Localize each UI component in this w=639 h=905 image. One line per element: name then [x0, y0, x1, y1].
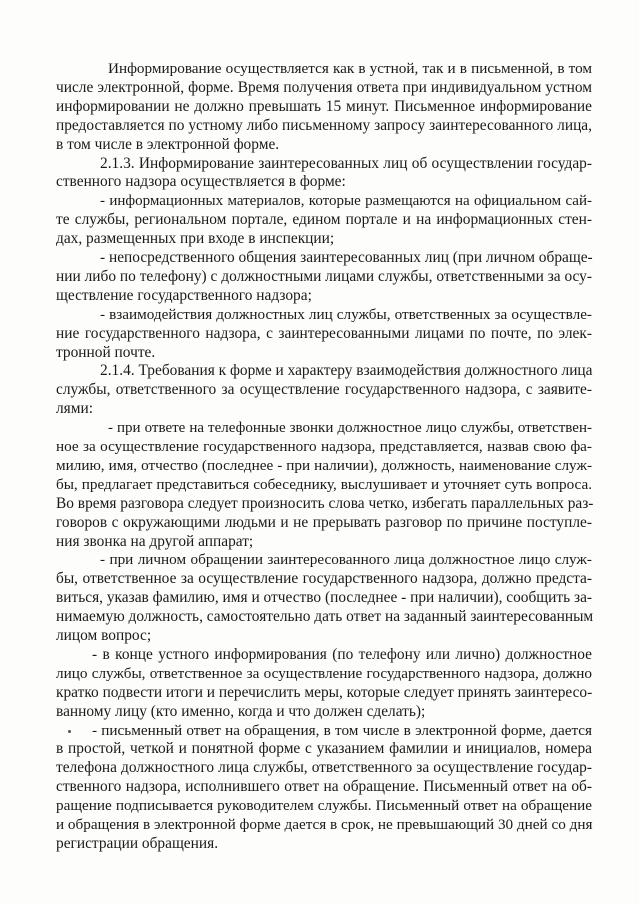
text-line: лями: — [56, 400, 94, 418]
text-line: бы, предлагает представиться собеседнику, выслушивает и уточняет суть вопроса. — [56, 475, 592, 493]
scan-speck — [68, 730, 71, 733]
text-line: лицом вопрос; — [56, 627, 152, 644]
text-line: регистрации обращения. — [56, 834, 219, 852]
text-line: ществление государственного надзора; — [56, 286, 312, 304]
text-line: в простой, четкой и понятной форме с указанием фамилии и инициалов, номера — [56, 740, 592, 758]
text-line: ния звонка на другой аппарат; — [56, 532, 254, 550]
text-line: Во время разговора следует произносить слова четко, избегать параллельных раз- — [56, 494, 594, 512]
text-line: ращение подписывается руководителем службы. Письменный ответ на обращение — [56, 797, 592, 815]
text-line: милию, имя, отчество (последнее - при наличии), должность, наименование служ- — [56, 456, 592, 474]
text-line: те службы, региональном портале, едином портале и на информационных стен- — [56, 211, 592, 229]
text-line: - при личном обращении заинтересованного лица должностное лицо служ- — [100, 551, 592, 569]
text-line: службы, ответственного за осуществление государственного надзора, с заявите- — [56, 381, 592, 399]
text-line: 2.1.4. Требования к форме и характеру взаимодействия должностного лица — [100, 362, 593, 380]
text-line: дах, размещенных при входе в инспекции; — [56, 230, 335, 248]
text-line: ное за осуществление государственного надзора, представляется, назвав свою фа- — [56, 438, 592, 455]
text-line: говоров с окружающими людьми и не прерывать разговор по причине поступле- — [56, 513, 592, 531]
text-line: 2.1.3. Информирование заинтересованных лиц об осуществлении государ- — [100, 154, 592, 172]
text-line: ние государственного надзора, с заинтересованными лицами по почте, по элек- — [56, 324, 592, 342]
text-line: - взаимодействия должностных лиц службы, ответственных за осуществле- — [100, 305, 592, 323]
text-line: в том числе в электронной форме. — [56, 135, 280, 153]
text-line: бы, ответственное за осуществление государственного надзора, должно предста- — [56, 570, 592, 588]
text-line: - непосредственного общения заинтересованных лиц (при личном обраще- — [100, 249, 593, 266]
text-line: виться, указав фамилию, имя и отчество (последнее - при наличии), сообщить за- — [56, 589, 593, 607]
text-line: лицо службы, ответственное за осуществление государственного надзора, должно — [56, 664, 592, 682]
text-line: тронной почте. — [56, 343, 156, 361]
text-line: предоставляется по устному либо письменному запросу заинтересованного лица, — [56, 116, 592, 134]
text-line: телефона должностного лица службы, ответственного за осуществление государ- — [56, 759, 592, 777]
text-line: ственного надзора осуществляется в форме: — [56, 173, 346, 191]
text-line: Информирование осуществляется как в устной, так и в письменной, в том — [108, 60, 592, 77]
text-line: нимаемую должность, самостоятельно дать ответ на заданный заинтересованным — [56, 608, 594, 626]
text-line: нии либо по телефону) с должностными лицами службы, ответственными за осу- — [56, 267, 592, 285]
text-line: информировании не должно превышать 15 минут. Письменное информирование — [56, 97, 592, 115]
text-line: ванному лицу (кто именно, когда и что должен сделать); — [56, 702, 426, 720]
text-line: - письменный ответ на обращения, в том числе в электронной форме, дается — [92, 721, 592, 739]
text-line: числе электронной, форме. Время получения ответа при индивидуальном устном — [56, 78, 592, 96]
text-line: ственного надзора, исполнившего ответ на обращение. Письменный ответ на об- — [56, 778, 592, 796]
text-line: кратко подвести итоги и перечислить меры, которые следует принять заинтересо- — [56, 683, 593, 701]
text-line: - информационных материалов, которые размещаются на официальном сай- — [100, 193, 592, 210]
text-line: - в конце устного информирования (по телефону или лично) должностное — [92, 645, 592, 663]
text-line: и обращения в электронной форме дается в срок, не превышающий 30 дней со дня — [56, 816, 593, 833]
text-line: - при ответе на телефонные звонки должностное лицо службы, ответствен- — [108, 420, 592, 437]
